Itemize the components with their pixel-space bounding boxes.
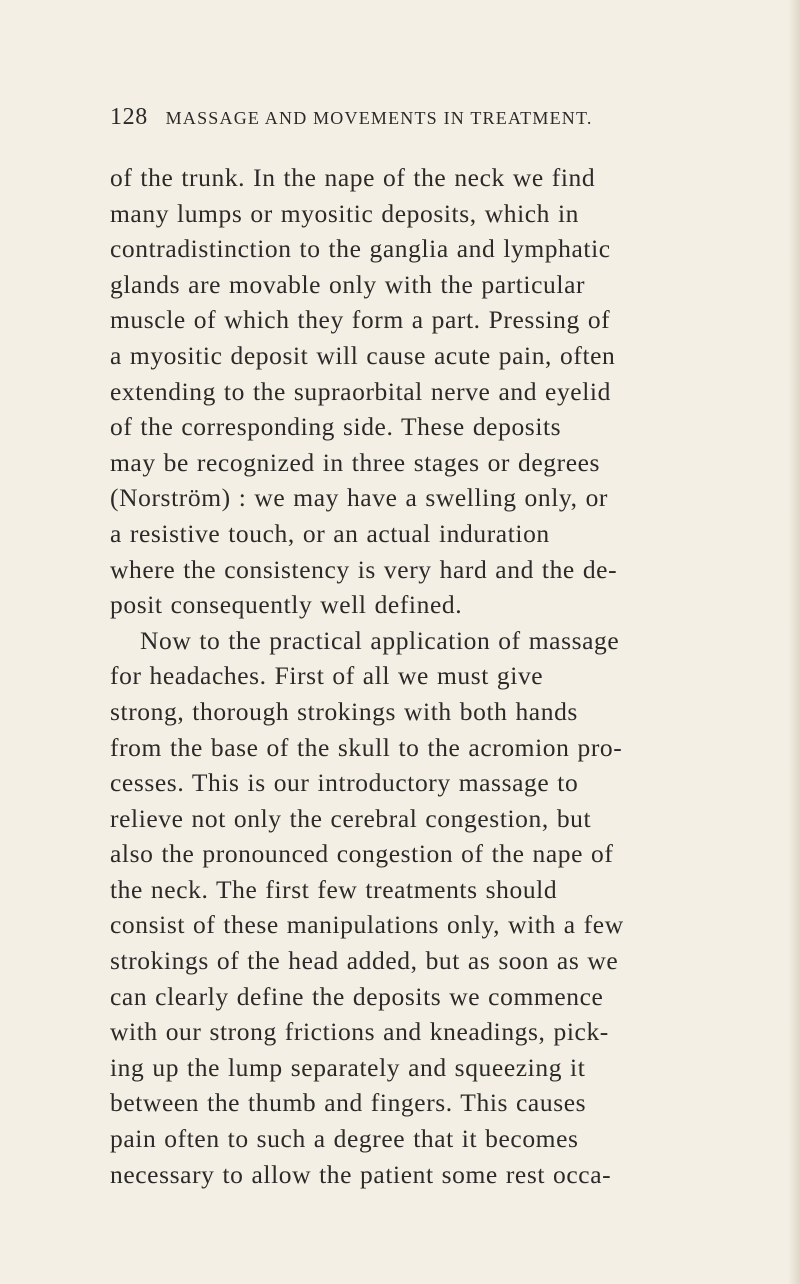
text-line: may be recognized in three stages or degrees [110,447,601,477]
page-header [110,104,710,131]
text-line: cesses. This is our introductory massage to [110,768,579,798]
body-text [110,160,800,1192]
text-line: with our strong frictions and kneadings, pick- [110,1017,609,1047]
text-line: muscle of which they form a part. Pressing of [110,305,611,335]
page-number: 128 [110,104,148,130]
text-line: of the trunk. In the nape of the neck we find [110,163,596,192]
text-line: strokings of the head added, but as soon as we [110,946,619,976]
text-line: also the pronounced congestion of the nape of [110,839,614,869]
text-line: for headaches. First of all we must give [110,661,544,691]
text-line: a myositic deposit will cause acute pain, often [110,340,616,370]
text-line: posit consequently well defined. [110,590,463,620]
text-line: necessary to allow the patient some rest occa- [110,1159,612,1189]
running-head: MASSAGE AND MOVEMENTS IN TREATMENT. [165,108,593,128]
text-line: can clearly define the deposits we commence [110,981,604,1011]
text-line: the neck. The first few treatments should [110,874,558,904]
text-line: relieve not only the cerebral congestion, but [110,803,592,833]
text-line: consist of these manipulations only, with a few [110,910,624,940]
text-line: pain often to such a degree that it becomes [110,1124,579,1154]
text-line: (Norström) : we may have a swelling only, or [110,483,609,513]
text-line: of the corresponding side. These deposits [110,412,562,442]
text-line: ing up the lump separately and squeezing it [110,1052,586,1082]
text-line: where the consistency is very hard and the de- [110,554,618,584]
text-line: a resistive touch, or an actual induration [110,518,550,548]
text-line: from the base of the skull to the acromion pro- [110,732,623,762]
text-line: glands are movable only with the particular [110,269,586,299]
paragraph-start-line: Now to the practical application of massage [140,625,620,655]
text-line: strong, thorough strokings with both hands [110,696,578,726]
text-line: contradistinction to the ganglia and lymphatic [110,234,611,264]
text-line: between the thumb and fingers. This causes [110,1088,587,1118]
text-line: extending to the supraorbital nerve and eyelid [110,376,611,406]
text-line: many lumps or myositic deposits, which in [110,198,580,228]
